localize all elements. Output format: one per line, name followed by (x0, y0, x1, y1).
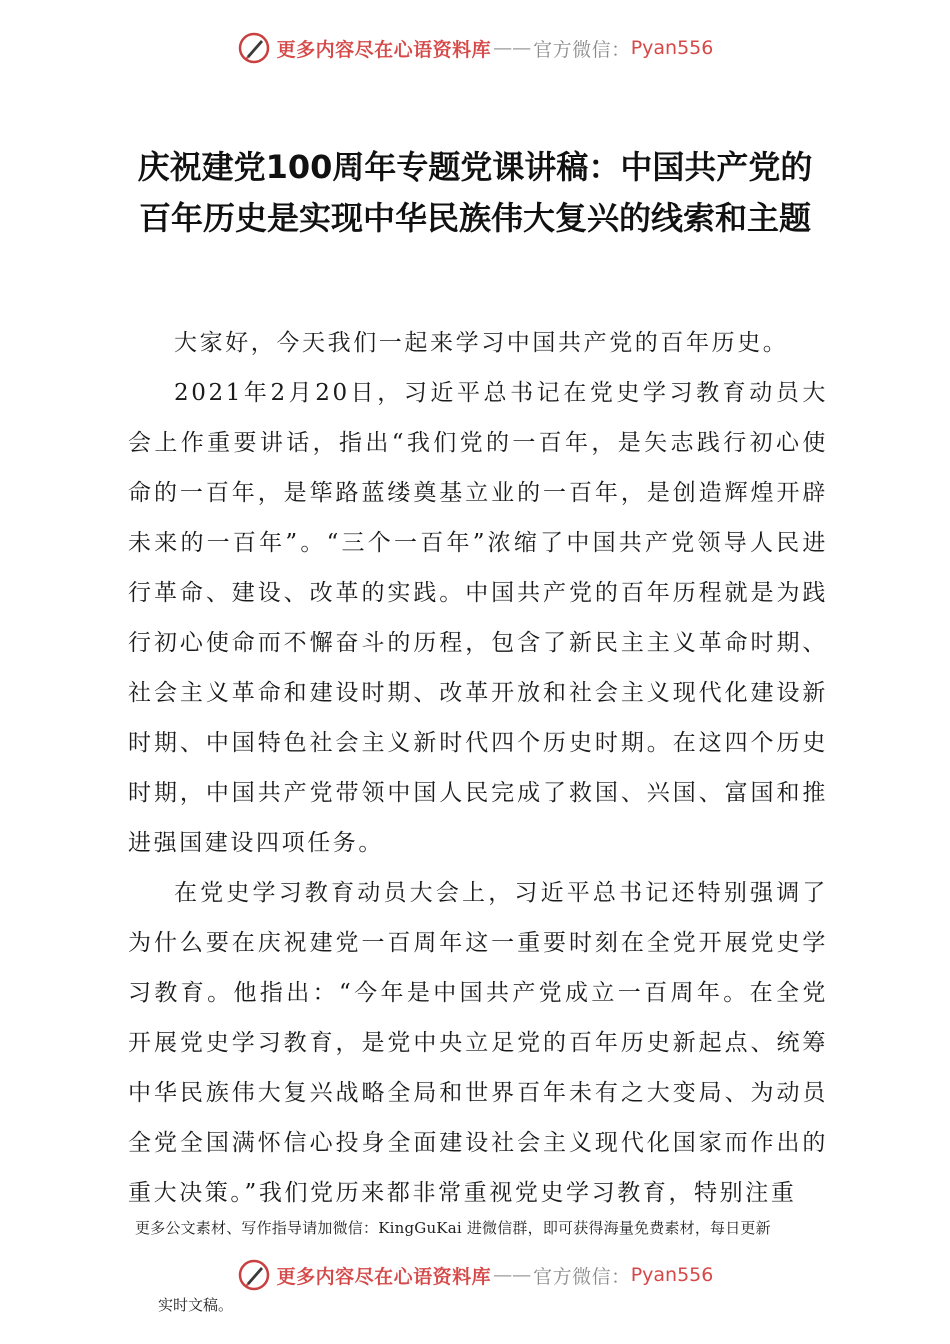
pen-logo-icon (237, 1258, 271, 1292)
footer-tail: 实时文稿。 (158, 1296, 234, 1314)
paragraph: 大家好，今天我们一起来学习中国共产党的百年历史。 (174, 330, 789, 356)
watermark-text: 更多内容尽在心语资料库 (276, 1265, 492, 1288)
pen-logo-icon (237, 31, 271, 65)
watermark-separator: —— (493, 1264, 532, 1286)
document-title: 庆祝建党100周年专题党课讲稿：中国共产党的百年历史是实现中华民族伟大复兴的线索和主题 (137, 148, 813, 237)
watermark-footer (0, 1255, 950, 1295)
watermark-label: 官方微信： (533, 1265, 631, 1288)
watermark-text: 更多内容尽在心语资料库 (276, 38, 492, 61)
paragraph: 在党史学习教育动员大会上，习近平总书记还特别强调了为什么要在庆祝建党一百周年这一重要时刻在全党开展党史学习教育。他指出：“今年是中国共产党成立一百周年。在全党开展党史学习教育，是党中央立足党的百年历史新起点、统筹中华民族伟大复兴战略全局和世界百年未有之大变局、为动员全党全国满怀信心投身全面建设社会主义现代化国家而作出的重大决策。”我们党历来都非常重视党史学习教育，特别注重 (128, 880, 828, 1206)
watermark-separator: —— (493, 37, 532, 59)
footer-note: 更多公文素材、写作指导请加微信：KingGuKai 进微信群，即可获得海量免费素材，每日更新 (135, 1219, 771, 1237)
watermark-header (0, 28, 950, 68)
document-body (128, 318, 828, 1218)
watermark-label: 官方微信： (533, 38, 631, 61)
watermark-id: Pyan556 (630, 37, 714, 59)
paragraph: 2021年2月20日，习近平总书记在党史学习教育动员大会上作重要讲话，指出“我们党的一百年，是矢志践行初心使命的一百年，是筚路蓝缕奠基立业的一百年，是创造辉煌开辟未来的一百年”。“三个一百年”浓缩了中国共产党领导人民进行革命、建设、改革的实践。中国共产党的百年历程就是为践行初心使命而不懈奋斗的历程，包含了新民主主义革命时期、社会主义革命和建设时期、改革开放和社会主义现代化建设新时期、中国特色社会主义新时代四个历史时期。在这四个历史时期，中国共产党带领中国人民完成了救国、兴国、富国和推进强国建设四项任务。 (128, 380, 828, 856)
watermark-id: Pyan556 (630, 1264, 714, 1286)
